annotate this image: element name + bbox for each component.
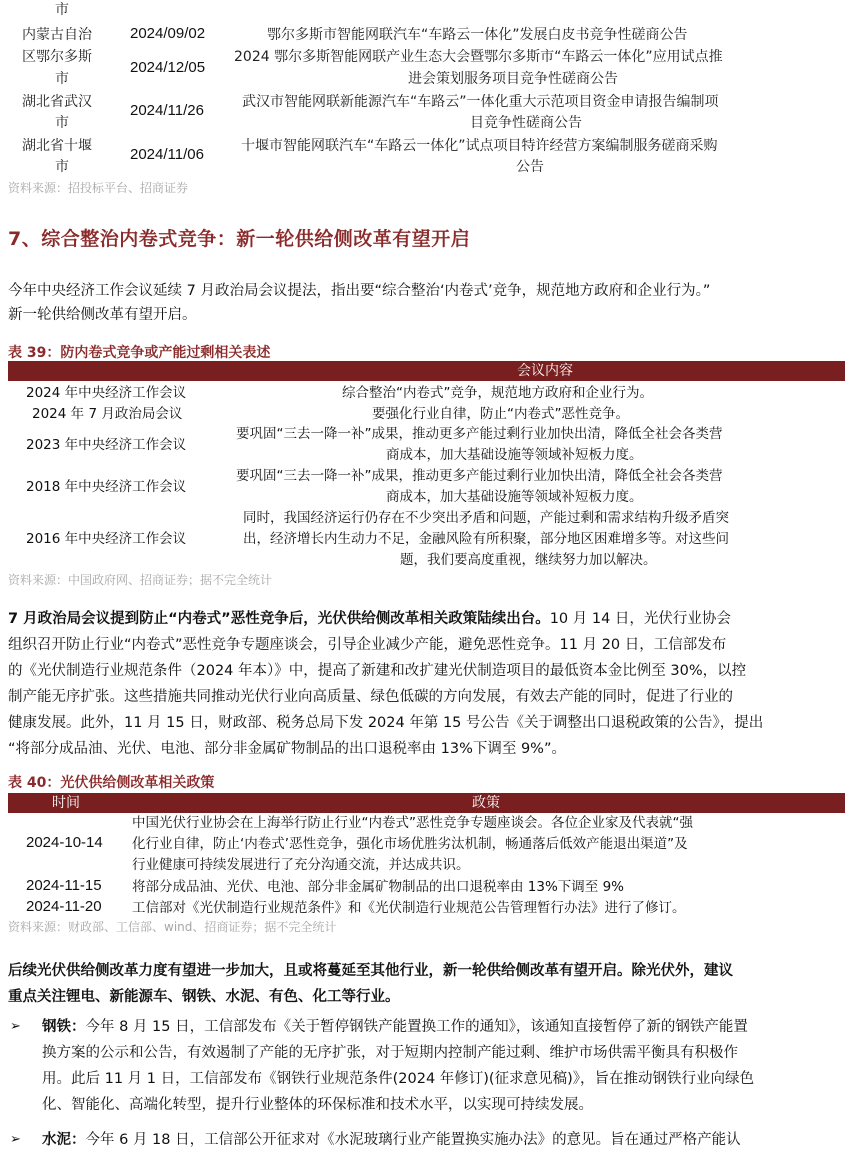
conclusion-paragraph: 后续光伏供给侧改革力度有望进一步加大，且或将蔓延至其他行业，新一轮供给侧改革有望开启。除光伏外，建议 重点关注锂电、新能源车、钢铁、水泥、有色、化工等行业。 [8,963,733,1005]
content-cell: 要巩固“三去一降一补”成果，推动更多产能过剩行业加快出清，降低全社会各类营 [236,468,723,484]
intro-paragraph: 今年中央经济工作会议延续 7 月政治局会议提法，指出要“综合整治‘内卷式’竞争，规范地方政府和企业行为。” 新一轮供给侧改革有望开启。 [8,283,711,323]
region-cell: 市 [55,2,69,18]
meeting-cell: 2024 年 7 月政治局会议 [32,406,183,422]
content-cell: 同时，我国经济运行仍存在不少突出矛盾和问题，产能过剩和需求结构升级矛盾突 [243,510,729,526]
meeting-cell: 2018 年中央经济工作会议 [26,479,187,495]
bullet-cement: 水泥：今年 6 月 18 日，工信部公开征求对《水泥玻璃行业产能置换实施办法》的意见。旨在通过严格产能认 [42,1132,741,1148]
content-cell: 进会策划服务项目竞争性磋商公告 [408,71,618,87]
content-cell: 行业健康可持续发展进行了充分沟通交流，并达成共识。 [132,857,470,873]
date-cell: 2024-11-20 [26,898,102,915]
content-cell: 要强化行业自律，防止“内卷式”恶性竞争。 [372,406,629,422]
date-cell: 2024/11/26 [130,102,204,119]
table-40-header-time: 时间 [52,795,80,811]
content-cell: 要巩固“三去一降一补”成果，推动更多产能过剩行业加快出清，降低全社会各类营 [236,426,723,442]
region-cell: 内蒙古自治 [22,27,92,43]
table-source: 资料来源：招投标平台、招商证券 [8,181,189,195]
bullet-steel: 钢铁：今年 8 月 15 日，工信部发布《关于暂停钢铁产能置换工作的通知》，该通知直接暂停了新的钢铁产能置 换方案的公示和公告，有效遏制了产能的无序扩张，对于短期内控制产能过剩、维护市场供需平衡具有积极作 用。此后 11 月 1 日，工信部发布《钢铁行业规范条件(2024 年修订)(征求意见稿)》，旨在推动钢铁行业向绿色 化、智能化、高端化转型，提升行业整体的环保标准和技术水平，以实现可持续发展。 [42,1019,754,1113]
photovoltaic-paragraph: 7 月政治局会议提到防止“内卷式”恶性竞争后，光伏供给侧改革相关政策陆续出台。10 月 14 日，光伏行业协会 组织召开防止行业“内卷式”恶性竞争专题座谈会，引导企业减少产能，避免恶性竞争。11 月 20 日，工信部发布 的《光伏制造行业规范条件（2024 年本）》中，提高了新建和改扩建光伏制造项目的最低资本金比例至 30%，以控 制产能无序扩张。这些措施共同推动光伏行业向高质量、绿色低碳的方向发展，有效去产能的同时，促进了行业的 健康发展。此外，11 月 15 日，财政部、税务总局下发 2024 年第 15 号公告《关于调整出口退税政策的公告》，提出 “将部分成品油、光伏、电池、部分非金属矿物制品的出口退税率由 13%下调至 9%”。 [8,611,764,757]
section-title: 7、综合整治内卷式竞争：新一轮供给侧改革有望开启 [8,228,471,250]
region-cell: 区鄂尔多斯 [22,49,92,65]
content-cell: 2024 鄂尔多斯智能网联产业生态大会暨鄂尔多斯市“车路云一体化”应用试点推 [234,49,723,65]
content-cell: 题，我们要高度重视，继续努力加以解决。 [400,552,657,568]
table-39-header-content: 会议内容 [517,363,573,379]
region-cell: 市 [55,71,69,87]
table-39-header [8,361,845,381]
table-40-header [8,793,845,813]
content-cell: 商成本，加大基础设施等领域补短板力度。 [386,489,643,505]
meeting-cell: 2024 年中央经济工作会议 [26,385,187,401]
arrow-bullet-icon: ➢ [10,1132,21,1147]
content-cell: 目竞争性磋商公告 [470,115,582,131]
date-cell: 2024-11-15 [26,877,102,894]
table-40-header-policy: 政策 [472,795,500,811]
table-source: 资料来源：中国政府网、招商证券；据不完全统计 [8,573,273,587]
meeting-cell: 2016 年中央经济工作会议 [26,531,187,547]
date-cell: 2024/09/02 [130,25,206,42]
content-cell: 武汉市智能网联新能源汽车“车路云”一体化重大示范项目资金申请报告编制项 [242,94,719,110]
region-cell: 湖北省武汉 [22,94,92,110]
content-cell: 商成本，加大基础设施等领域补短板力度。 [386,447,643,463]
table-39-title: 表 39：防内卷式竞争或产能过剩相关表述 [8,345,271,361]
content-cell: 综合整治“内卷式”竞争，规范地方政府和企业行为。 [342,385,653,401]
date-cell: 2024/12/05 [130,59,206,76]
content-cell: 鄂尔多斯市智能网联汽车“车路云一体化”发展白皮书竞争性磋商公告 [267,27,688,43]
content-cell: 化行业自律，防止‘内卷式’恶性竞争，强化市场优胜劣汰机制，畅通落后低效产能退出渠道”及 [132,836,688,852]
region-cell: 湖北省十堰 [22,138,92,154]
date-cell: 2024/11/06 [130,146,204,163]
region-cell: 市 [55,159,69,175]
region-cell: 市 [55,115,69,131]
content-cell: 工信部对《光伏制造行业规范条件》和《光伏制造行业规范公告管理暂行办法》进行了修订。 [132,900,686,916]
arrow-bullet-icon: ➢ [10,1019,21,1034]
content-cell: 出，经济增长内生动力不足，金融风险有所积聚，部分地区困难增多等。对这些问 [243,531,729,547]
table-40-title: 表 40：光伏供给侧改革相关政策 [8,775,215,791]
date-cell: 2024-10-14 [26,834,103,851]
content-cell: 十堰市智能网联汽车“车路云一体化”试点项目特许经营方案编制服务磋商采购 [241,138,718,154]
content-cell: 中国光伏行业协会在上海举行防止行业“内卷式”恶性竞争专题座谈会。各位企业家及代表就“强 [132,815,693,831]
table-source: 资料来源：财政部、工信部、wind、招商证券；据不完全统计 [8,920,337,934]
content-cell: 公告 [516,159,544,175]
meeting-cell: 2023 年中央经济工作会议 [26,437,187,453]
content-cell: 将部分成品油、光伏、电池、部分非金属矿物制品的出口退税率由 13%下调至 9% [132,879,625,895]
